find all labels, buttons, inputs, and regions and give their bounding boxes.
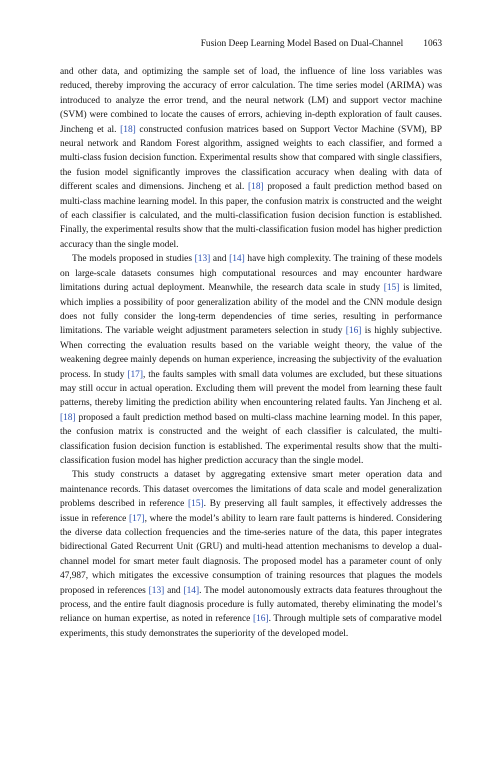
paragraph — [60, 65, 442, 252]
paragraph-text: . The model autonomously extracts data features throughout the process, and the entire fault diagnosis procedure is fully automated, thereby eliminating the model’s reliance on human expertise, as noted in reference — [60, 585, 442, 625]
paragraph-text: is highly subjective. When correcting the evaluation results based on the variable weight theory, the value of the weakening degree mainly depends on human experience, increasing the subjectivity of the evaluation process. In study — [60, 326, 442, 380]
citation-link[interactable]: [15] — [383, 283, 400, 294]
citation-link[interactable]: [14] — [229, 254, 245, 265]
paragraph-text: proposed a fault prediction method based on multi-class machine learning model. In this paper, the confusion matrix is constructed and the weight of each classifier is calculated, and the multi-classification fusion decision function is established. Finally, the experimental results show that the multi-classification fusion model has higher prediction accuracy than the single model. — [60, 182, 442, 250]
paragraph-text: This study constructs a dataset by aggregating extensive smart meter operation data and maintenance records. This dataset overcomes the limitations of data scale and model generalization problems described in reference — [60, 470, 442, 510]
running-head — [60, 38, 442, 50]
page-number: 1063 — [423, 39, 442, 49]
paragraph-text: proposed a fault prediction method based on multi-class machine learning model. In this paper, the confusion matrix is constructed and the weight of each classifier is calculated, the multi-classification fusion decision function is established. The experimental results show that the multi-classification fusion model has higher prediction accuracy than the single model. — [60, 412, 442, 466]
paragraph-text: and — [164, 585, 184, 596]
paragraph — [60, 468, 442, 641]
paragraph-text: . By preserving all fault samples, it effectively addresses the issue in reference — [60, 499, 442, 524]
paragraph-text: , where the model’s ability to learn rare fault patterns is hindered. Considering the diverse data collection frequencies and the time-series nature of the data, this paper integrates bidirectional Gated Recurrent Unit (GRU) and multi-head attention mechanisms to develop a dual-channel model for smart meter fault diagnosis. The proposed model has a parameter count of only 47,987, which mitigates the excessive consumption of training resources that plagues the models proposed in references — [60, 513, 442, 596]
paragraph-text: The models proposed in studies — [72, 254, 195, 265]
paragraph-text: . Through multiple sets of comparative model experiments, this study demonstrates the superiority of the developed model. — [60, 614, 442, 639]
citation-link[interactable]: [17] — [129, 513, 145, 524]
citation-link[interactable]: [14] — [183, 585, 200, 596]
citation-link[interactable]: [16] — [345, 326, 362, 337]
citation-link[interactable]: [17] — [127, 369, 143, 380]
paragraph-text: constructed confusion matrices based on Support Vector Machine (SVM), BP neural network and Random Forest algorithm, assigned weights to each classifier, and formed a multi-class fusion decision function. Experimental results show that compared with single classifiers, the fusion model significantly improves the classification accuracy when dealing with data of different scales and dimensions. Jincheng et al. — [60, 124, 443, 193]
citation-link[interactable]: [13] — [148, 585, 165, 596]
citation-link[interactable]: [13] — [194, 254, 211, 265]
paragraph-text: have high complexity. The training of these models on large-scale datasets consumes high computational resources and may encounter hardware limitations during actual deployment. Meanwhile, the research data scale in study — [60, 254, 442, 294]
paragraph — [60, 252, 442, 468]
running-title: Fusion Deep Learning Model Based on Dual-Channel — [200, 39, 404, 49]
citation-link[interactable]: [18] — [248, 182, 264, 193]
citation-link[interactable]: [15] — [188, 499, 204, 510]
paragraph-text: , the faults samples with small data volumes are excluded, but these situations may still occur in actual operation. Excluding them will prevent the model from learning these fault patterns, thereby limiting the prediction ability when encountering related faults. Yan Jincheng et al. — [60, 369, 442, 409]
paragraph-text: and other data, and optimizing the sample set of load, the influence of line loss variables was reduced, thereby improving the accuracy of error calculation. The time series model (ARIMA) was introduced to analyze the error trend, and the neural network (LM) and support vector machine (SVM) were combined to locate the causes of errors, achieving in-depth exploration of fault causes. Jincheng et al. — [60, 67, 442, 135]
paragraph-text: and — [210, 254, 230, 265]
body-text — [60, 65, 442, 641]
paper-page — [60, 38, 442, 641]
citation-link[interactable]: [18] — [120, 124, 136, 135]
paragraph-text: is limited, which implies a possibility of poor generalization ability of the model and the CNN module design does not fully consider the long-term dependencies of time series, resulting in performance limitations. The variable weight adjustment parameters selection in study — [60, 283, 442, 337]
citation-link[interactable]: [18] — [60, 412, 76, 423]
citation-link[interactable]: [16] — [252, 614, 269, 625]
